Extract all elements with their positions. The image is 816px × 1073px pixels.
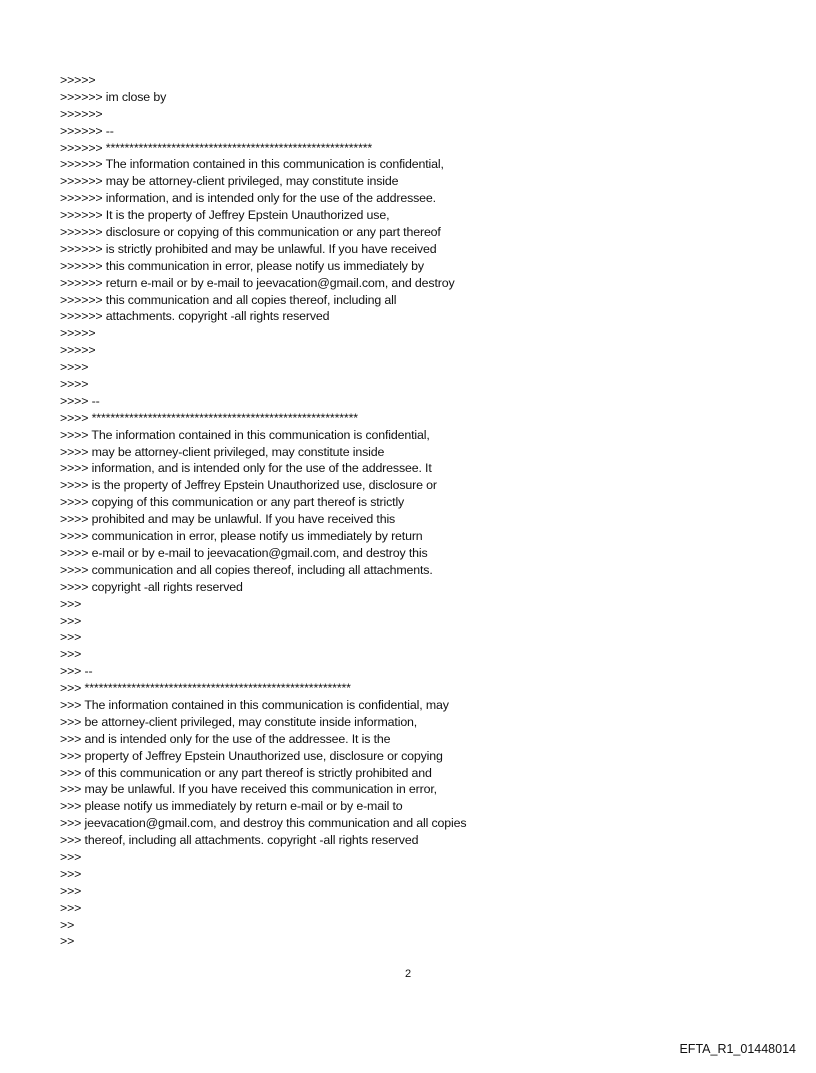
text-line: >>>> information, and is intended only for the use of the addressee. It	[60, 461, 432, 476]
text-line: >>>>>> --	[60, 123, 114, 138]
text-line: >>>>>> *********************************************************	[60, 140, 373, 155]
text-line: >>>>>	[60, 343, 96, 358]
text-line: >>>>>>	[60, 106, 103, 121]
text-line: >>>>>> this communication and all copies thereof, including all	[60, 292, 397, 307]
text-line: >>> and is intended only for the use of the addressee. It is the	[60, 731, 391, 746]
text-line: >>>> *********************************************************	[60, 410, 358, 425]
text-line: >>> jeevacation@gmail.com, and destroy this communication and all copies	[60, 816, 467, 831]
text-line: >>> thereof, including all attachments. copyright -all rights reserved	[60, 833, 419, 848]
text-line: >>>>>> attachments. copyright -all rights reserved	[60, 309, 330, 324]
text-line: >>> The information contained in this communication is confidential, may	[60, 697, 449, 712]
text-line: >>>>>> The information contained in this communication is confidential,	[60, 157, 444, 172]
text-line: >>>>	[60, 360, 89, 375]
text-line: >>>	[60, 883, 82, 898]
text-line: >>>	[60, 596, 82, 611]
text-line: >>>> is the property of Jeffrey Epstein Unauthorized use, disclosure or	[60, 478, 437, 493]
text-line: >>>>>> information, and is intended only for the use of the addressee.	[60, 191, 436, 206]
text-line: >>> property of Jeffrey Epstein Unauthorized use, disclosure or copying	[60, 748, 443, 763]
text-line: >>>>>> this communication in error, please notify us immediately by	[60, 258, 424, 273]
text-line: >>>>>> is strictly prohibited and may be unlawful. If you have received	[60, 241, 437, 256]
text-line: >>>> copyright -all rights reserved	[60, 579, 243, 594]
page-number: 2	[404, 968, 412, 980]
text-line: >>> of this communication or any part thereof is strictly prohibited and	[60, 765, 432, 780]
text-line: >>>>	[60, 377, 89, 392]
text-line: >>>>>> disclosure or copying of this communication or any part thereof	[60, 225, 441, 240]
text-line: >>> be attorney-client privileged, may constitute inside information,	[60, 714, 418, 729]
text-line: >>>> The information contained in this communication is confidential,	[60, 427, 430, 442]
text-line: >>>>>	[60, 73, 96, 87]
text-line: >>>> copying of this communication or any part thereof is strictly	[60, 495, 405, 510]
text-line: >>>> e-mail or by e-mail to jeevacation@gmail.com, and destroy this	[60, 545, 428, 560]
text-line: >>	[60, 934, 75, 949]
document-id: EFTA_R1_01448014	[679, 1042, 796, 1056]
text-line: >>>	[60, 849, 82, 864]
text-line: >>>> communication in error, please notify us immediately by return	[60, 529, 423, 544]
text-line: >>>>>	[60, 326, 96, 341]
text-line: >>>> --	[60, 393, 100, 408]
text-line: >>>>>> may be attorney-client privileged, may constitute inside	[60, 174, 399, 189]
text-line: >>>>>> im close by	[60, 89, 167, 104]
text-line: >>> please notify us immediately by return e-mail or by e-mail to	[60, 799, 403, 814]
email-body	[60, 72, 466, 950]
text-line: >>>	[60, 647, 82, 662]
text-line: >>> *********************************************************	[60, 681, 351, 696]
text-line: >>>	[60, 866, 82, 881]
text-line: >>>	[60, 613, 82, 628]
text-line: >>	[60, 917, 75, 932]
text-line: >>>> may be attorney-client privileged, may constitute inside	[60, 444, 385, 459]
text-line: >>>>>> return e-mail or by e-mail to jeevacation@gmail.com, and destroy	[60, 275, 455, 290]
text-line: >>> may be unlawful. If you have received this communication in error,	[60, 782, 437, 797]
text-line: >>> --	[60, 664, 93, 679]
text-line: >>>	[60, 630, 82, 645]
text-line: >>>> communication and all copies thereof, including all attachments.	[60, 562, 433, 577]
text-line: >>>> prohibited and may be unlawful. If you have received this	[60, 512, 396, 527]
text-line: >>>	[60, 900, 82, 915]
text-line: >>>>>> It is the property of Jeffrey Epstein Unauthorized use,	[60, 208, 390, 223]
